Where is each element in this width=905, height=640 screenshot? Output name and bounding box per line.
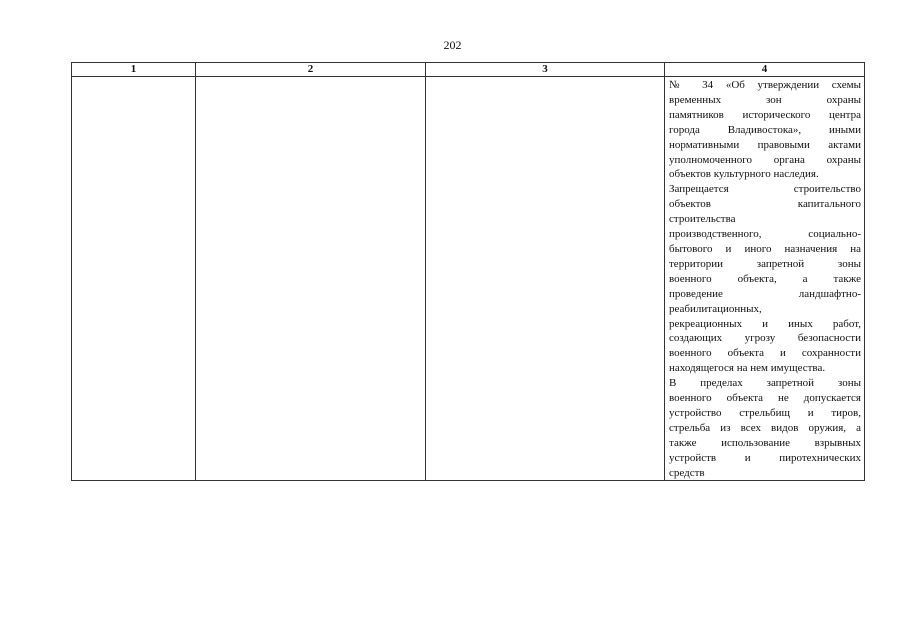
table-cell-col4 [665,77,865,481]
column-header-3: 3 [426,63,665,77]
text-line: устройств и пиротехнических [669,451,861,464]
text-line: производственного, социально- [669,228,861,241]
text-line: Запрещается строительство [669,183,861,196]
column-header-4: 4 [665,63,865,77]
text-line: военного объекта не допускается [669,392,861,405]
table-cell-col1 [72,77,196,481]
document-table [71,62,865,481]
text-line: города Владивостока», иными [669,123,861,136]
text-line: также использование взрывных [669,436,861,449]
text-line: реабилитационных, [669,302,762,315]
text-line: территории запретной зоны [669,257,861,270]
page-number: 202 [443,38,462,52]
table-cell-col3 [426,77,665,481]
text-line: бытового и иного назначения на [669,242,861,255]
column-header-1: 1 [72,63,196,77]
text-line: В пределах запретной зоны [669,377,861,390]
text-line: создающих угрозу безопасности [669,332,861,345]
text-line: нормативными правовыми актами [669,138,861,151]
text-line: объектов капитального [669,198,861,211]
text-line: уполномоченного органа охраны [669,153,861,166]
table-cell-col2 [196,77,426,481]
table-row [72,77,865,481]
table-header-row [72,63,865,77]
text-line: рекреационных и иных работ, [669,317,861,330]
text-line: военного объекта и сохранности [669,347,861,360]
text-line: военного объекта, а также [669,272,861,285]
text-line: № 34 «Об утверждении схемы [669,79,861,91]
text-line: проведение ландшафтно- [669,287,861,300]
text-line: средств [669,466,705,479]
text-line: устройство стрельбищ и тиров, [669,406,861,419]
text-line: памятников исторического центра [669,108,861,121]
text-line: находящегося на нем имущества. [669,362,826,375]
text-line: временных зон охраны [669,93,861,106]
text-line: объектов культурного наследия. [669,168,819,181]
text-line: стрельба из всех видов оружия, а [669,421,861,434]
text-line: строительства [669,213,736,226]
column-header-2: 2 [196,63,426,77]
cell-text-col4 [665,77,864,480]
